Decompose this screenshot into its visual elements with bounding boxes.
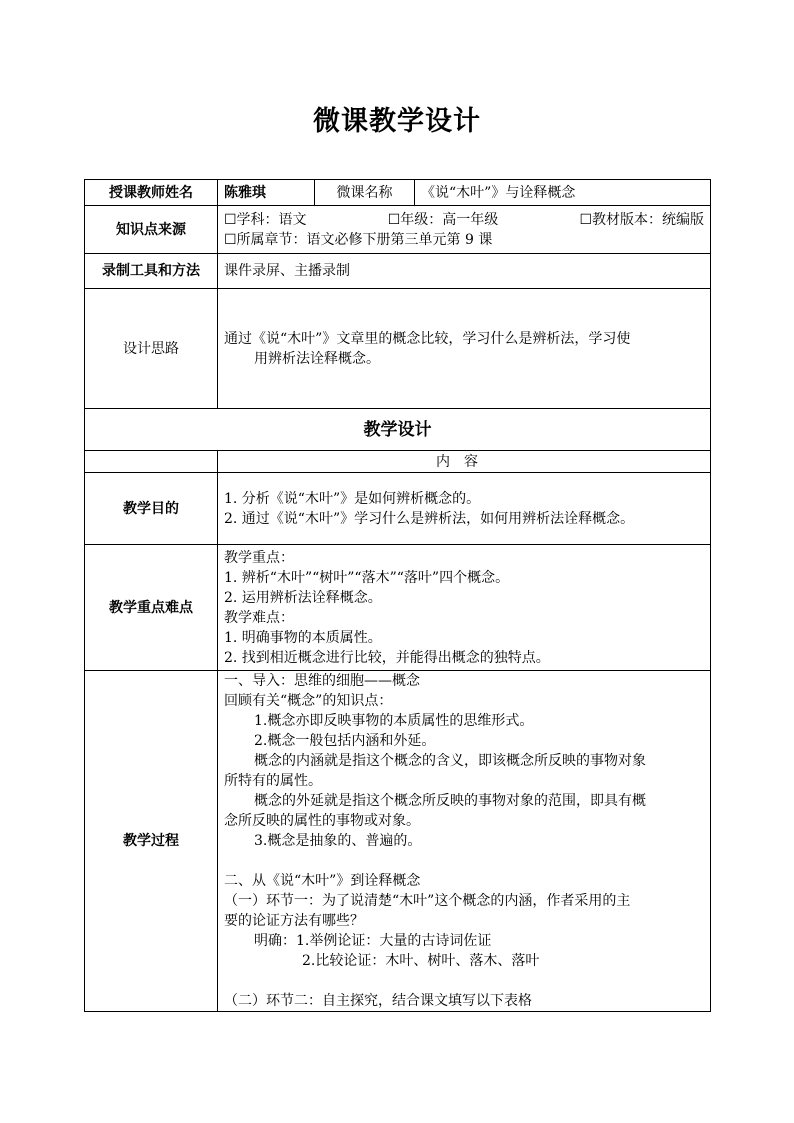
process-line: 3.概念是抽象的、普遍的。 <box>254 833 422 849</box>
section-title-row <box>85 409 711 451</box>
process-line: （一）环节一：为了说清楚“木叶”这个概念的内涵，作者采用的主 <box>224 893 631 909</box>
goal-item: 2. 通过《说“木叶”》学习什么是辨析法，如何用辨析法诠释概念。 <box>224 510 635 527</box>
process-line: 1.概念亦即反映事物的本质属性的思维形式。 <box>254 713 534 729</box>
key-head: 教学重点： <box>224 549 294 566</box>
process-line: 一、导入：思维的细胞——概念 <box>224 673 420 689</box>
subject-checkbox: ☐学科：语文 <box>224 211 307 228</box>
textbook-checkbox: ☐教材版本：统编版 <box>579 211 704 228</box>
process-line: 2.概念一般包括内涵和外延。 <box>254 733 436 749</box>
tools-row <box>85 254 711 289</box>
idea-row <box>85 289 711 409</box>
process-line: 二、从《说“木叶”》到诠释概念 <box>224 873 421 889</box>
teacher-row <box>85 180 711 206</box>
key-label: 教学重点难点 <box>85 545 218 671</box>
idea-line-1: 通过《说“木叶”》文章里的概念比较，学习什么是辨析法，学习使 <box>224 330 631 347</box>
section-title: 教学设计 <box>85 409 711 451</box>
process-line: 明确：1.举例论证：大量的古诗词佐证 <box>254 933 492 949</box>
source-row <box>85 206 711 254</box>
chapter-checkbox: ☐所属章节：语文必修下册第三单元第 9 课 <box>224 231 493 248</box>
blank-line <box>224 971 704 991</box>
difficulty-item: 1. 明确事物的本质属性。 <box>224 629 382 646</box>
process-value <box>218 671 711 1012</box>
process-line: 回顾有关“概念”的知识点： <box>224 693 393 709</box>
process-line: 所特有的属性。 <box>224 773 322 789</box>
goal-row <box>85 473 711 545</box>
content-header-blank <box>85 451 218 473</box>
tools-label: 录制工具和方法 <box>85 254 218 289</box>
process-line: 要的论证方法有哪些？ <box>224 913 364 929</box>
grade-checkbox: ☐年级：高一年级 <box>387 211 499 228</box>
process-line: 概念的外延就是指这个概念所反映的事物对象的范围，即具有概 <box>254 793 646 809</box>
key-item: 1. 辨析“木叶”“树叶”“落木”“落叶”四个概念。 <box>224 569 510 586</box>
course-name: 《说“木叶”》与诠释概念 <box>415 180 711 206</box>
difficulty-head: 教学难点： <box>224 609 294 626</box>
difficulty-item: 2. 找到相近概念进行比较，并能得出概念的独特点。 <box>224 649 550 666</box>
goal-value <box>218 473 711 545</box>
tools-value: 课件录屏、主播录制 <box>218 254 711 289</box>
key-row <box>85 545 711 671</box>
key-value <box>218 545 711 671</box>
process-label: 教学过程 <box>85 671 218 1012</box>
process-line: 概念的内涵就是指这个概念的含义，即该概念所反映的事物对象 <box>254 753 646 769</box>
source-value <box>218 206 711 254</box>
blank-line <box>224 851 704 871</box>
process-line: 念所反映的属性的事物或对象。 <box>224 813 420 829</box>
source-label: 知识点来源 <box>85 206 218 254</box>
teacher-name: 陈雅琪 <box>218 180 315 206</box>
goal-item: 1. 分析《说“木叶”》是如何辨析概念的。 <box>224 490 481 507</box>
process-line: （二）环节二：自主探究，结合课文填写以下表格 <box>224 993 532 1009</box>
teacher-label: 授课教师姓名 <box>85 180 218 206</box>
key-item: 2. 运用辨析法诠释概念。 <box>224 589 382 606</box>
idea-label: 设计思路 <box>85 289 218 409</box>
idea-value <box>218 289 711 409</box>
content-header: 内容 <box>218 451 711 473</box>
process-line: 2.比较论证：木叶、树叶、落木、落叶 <box>302 953 540 969</box>
course-label: 微课名称 <box>315 180 415 206</box>
content-header-row <box>85 451 711 473</box>
idea-line-2: 用辨析法诠释概念。 <box>254 350 380 367</box>
design-table <box>84 179 711 1012</box>
goal-label: 教学目的 <box>85 473 218 545</box>
page-title: 微课教学设计 <box>313 106 481 137</box>
process-row <box>85 671 711 1012</box>
